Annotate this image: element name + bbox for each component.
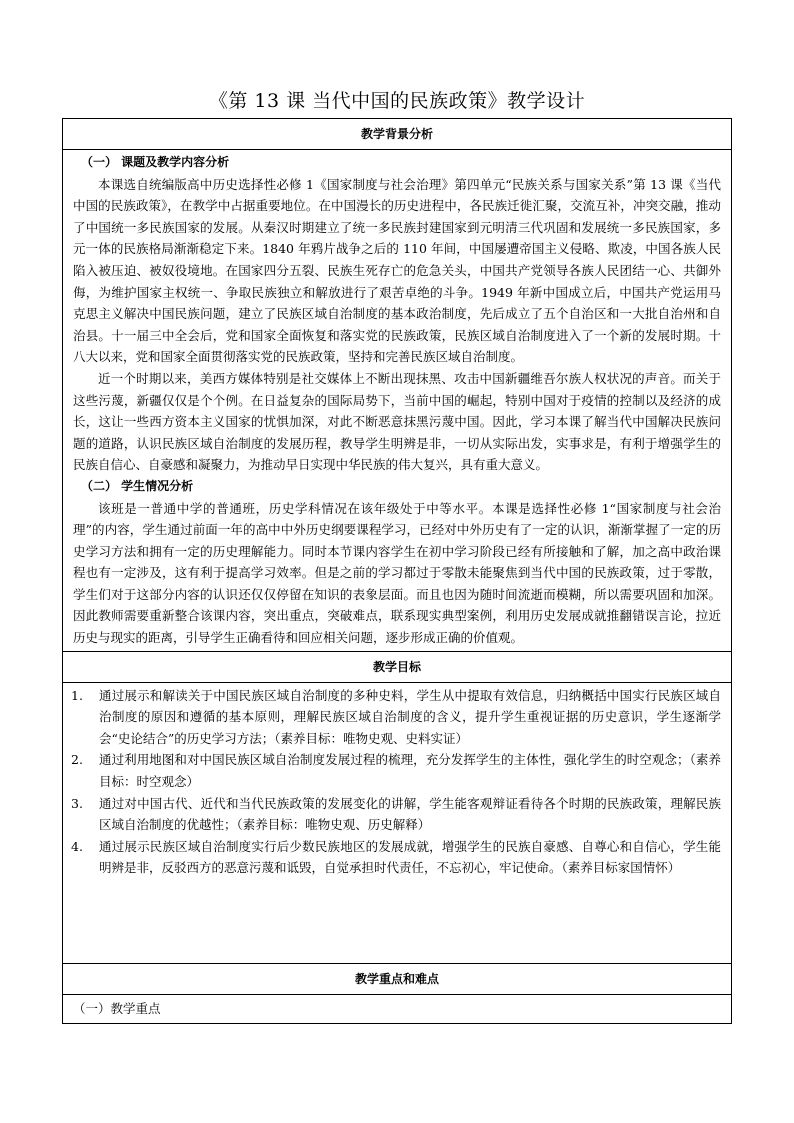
goals-header: 教学目标 (63, 651, 732, 682)
section1-title: （一） 课题及教学内容分析 (81, 155, 230, 169)
goal-number: 1. (71, 687, 83, 703)
goals-content (63, 682, 732, 963)
goal-text: 通过对中国古代、近代和当代民族政策的发展变化的讲解，学生能客观辩证看待各个时期的民族政策，理解民族区域自治制度的优越性；（素养目标：唯物史观、历史解释） (99, 795, 721, 833)
goal-item (69, 793, 721, 836)
goal-number: 2. (71, 752, 83, 768)
goal-item (69, 836, 721, 879)
section1-paragraph-2: 近一个时期以来，美西方媒体特别是社交媒体上不断出现抹黑、攻击中国新疆维吾尔族人权状况的声音。而关于这些污蔑，新疆仅仅是个个例。在日益复杂的国际局势下，当前中国的崛起，特别中国对于疫情的控制以及经济的成长，这让一些西方资本主义国家的忧惧加深，对此不断恶意抹黑污蔑中国。因此，学习本课了解当代中国解决民族问题的道路，认识民族区域自治制度的发展历程，教导学生明辨是非，一切从实际出发，实事求是，有利于增强学生的民族自信心、自豪感和凝聚力，为推动早日实现中华民族的伟大复兴，具有重大意义。 (73, 370, 721, 473)
goal-item (69, 685, 721, 750)
goal-item (69, 749, 721, 792)
keypoints-sub-heading: （一）教学重点 (63, 994, 732, 1023)
goals-list (69, 685, 721, 879)
section1-paragraph-1: 本课选自统编版高中历史选择性必修 1《国家制度与社会治理》第四单元“民族关系与国家关系”第 13 课《当代中国的民族政策》，在教学中占据重要地位。在中国漫长的历史进程中，各民族迁徙汇聚，交流互补，冲突交融，推动了中国统一多民族国家的发展。从秦汉时期建立了统一多民族封建国家到元明清三代巩固和发展统一多民族国家，多元一体的民族格局渐渐稳定下来。1840 年鸦片战争之后的 110 年间，中国屡遭帝国主义侵略、欺凌，中国各族人民陷入被压迫、被奴役境地。在国家四分五裂、民族生死存亡的危急关头，中国共产党领导各族人民团结一心、共御外侮，为维护国家主权统一、争取民族独立和解放进行了艰苦卓绝的斗争。1949 年新中国成立后，中国共产党运用马克思主义解决中国民族问题，建立了民族区域自治制度的基本政治制度，先后成立了五个自治区和一大批自治州和自治县。十一届三中全会后，党和国家全面恢复和落实党的民族政策，民族区域自治制度进入了一个新的发展时期。十八大以来，党和国家全面贯彻落实党的民族政策，坚持和完善民族区域自治制度。 (73, 176, 721, 365)
keypoints-header: 教学重点和难点 (63, 963, 732, 994)
background-content (63, 150, 732, 652)
section2-paragraph: 该班是一普通中学的普通班，历史学科情况在该年级处于中等水平。本课是选择性必修 1“国家制度与社会治理”的内容，学生通过前面一年的高中中外历史纲要课程学习，已经对中外历史有了一定的认识，渐渐掌握了一定的历史学习方法和拥有一定的历史理解能力。同时本节课内容学生在初中学习阶段已经有所接触和了解，加之高中政治课程也有一定涉及，这有利于提高学习效率。但是之前的学习都过于零散未能聚焦到当代中国的民族政策，过于零散，学生们对于这部分内容的认识还仅仅停留在知识的表象层面。而且也因为随时间流逝而模糊，所以需要巩固和加深。因此教师需要重新整合该课内容，突出重点，突破难点，联系现实典型案例，利用历史发展成就推翻错误言论，拉近历史与现实的距离，引导学生正确看待和回应相关问题，逐步形成正确的价值观。 (73, 500, 721, 646)
goal-number: 3. (71, 795, 83, 811)
section2-title: （二） 学生情况分析 (81, 478, 194, 493)
goal-text: 通过展示民族区域自治制度实行后少数民族地区的发展成就，增强学生的民族自豪感、自尊心和自信心，学生能明辨是非，反驳西方的恶意污蔑和诋毁，自觉承担时代责任，不忘初心，牢记使命。（素养目标家国情怀） (99, 838, 721, 876)
lesson-plan-table (62, 118, 732, 1024)
background-header: 教学背景分析 (63, 119, 732, 150)
goal-number: 4. (71, 838, 83, 854)
goal-text: 通过展示和解读关于中国民族区域自治制度的多种史料，学生从中提取有效信息，归纳概括中国实行民族区域自治制度的原因和遵循的基本原则，理解民族区域自治制度的含义，提升学生重视证据的历史意识，学生逐渐学会“史论结合”的历史学习方法；（素养目标：唯物史观、史料实证） (99, 687, 721, 746)
goal-text: 通过利用地图和对中国民族区域自治制度发展过程的梳理，充分发挥学生的主体性，强化学生的时空观念；（素养目标：时空观念） (99, 752, 721, 790)
document-title: 《第 13 课 当代中国的民族政策》教学设计 (208, 90, 586, 112)
